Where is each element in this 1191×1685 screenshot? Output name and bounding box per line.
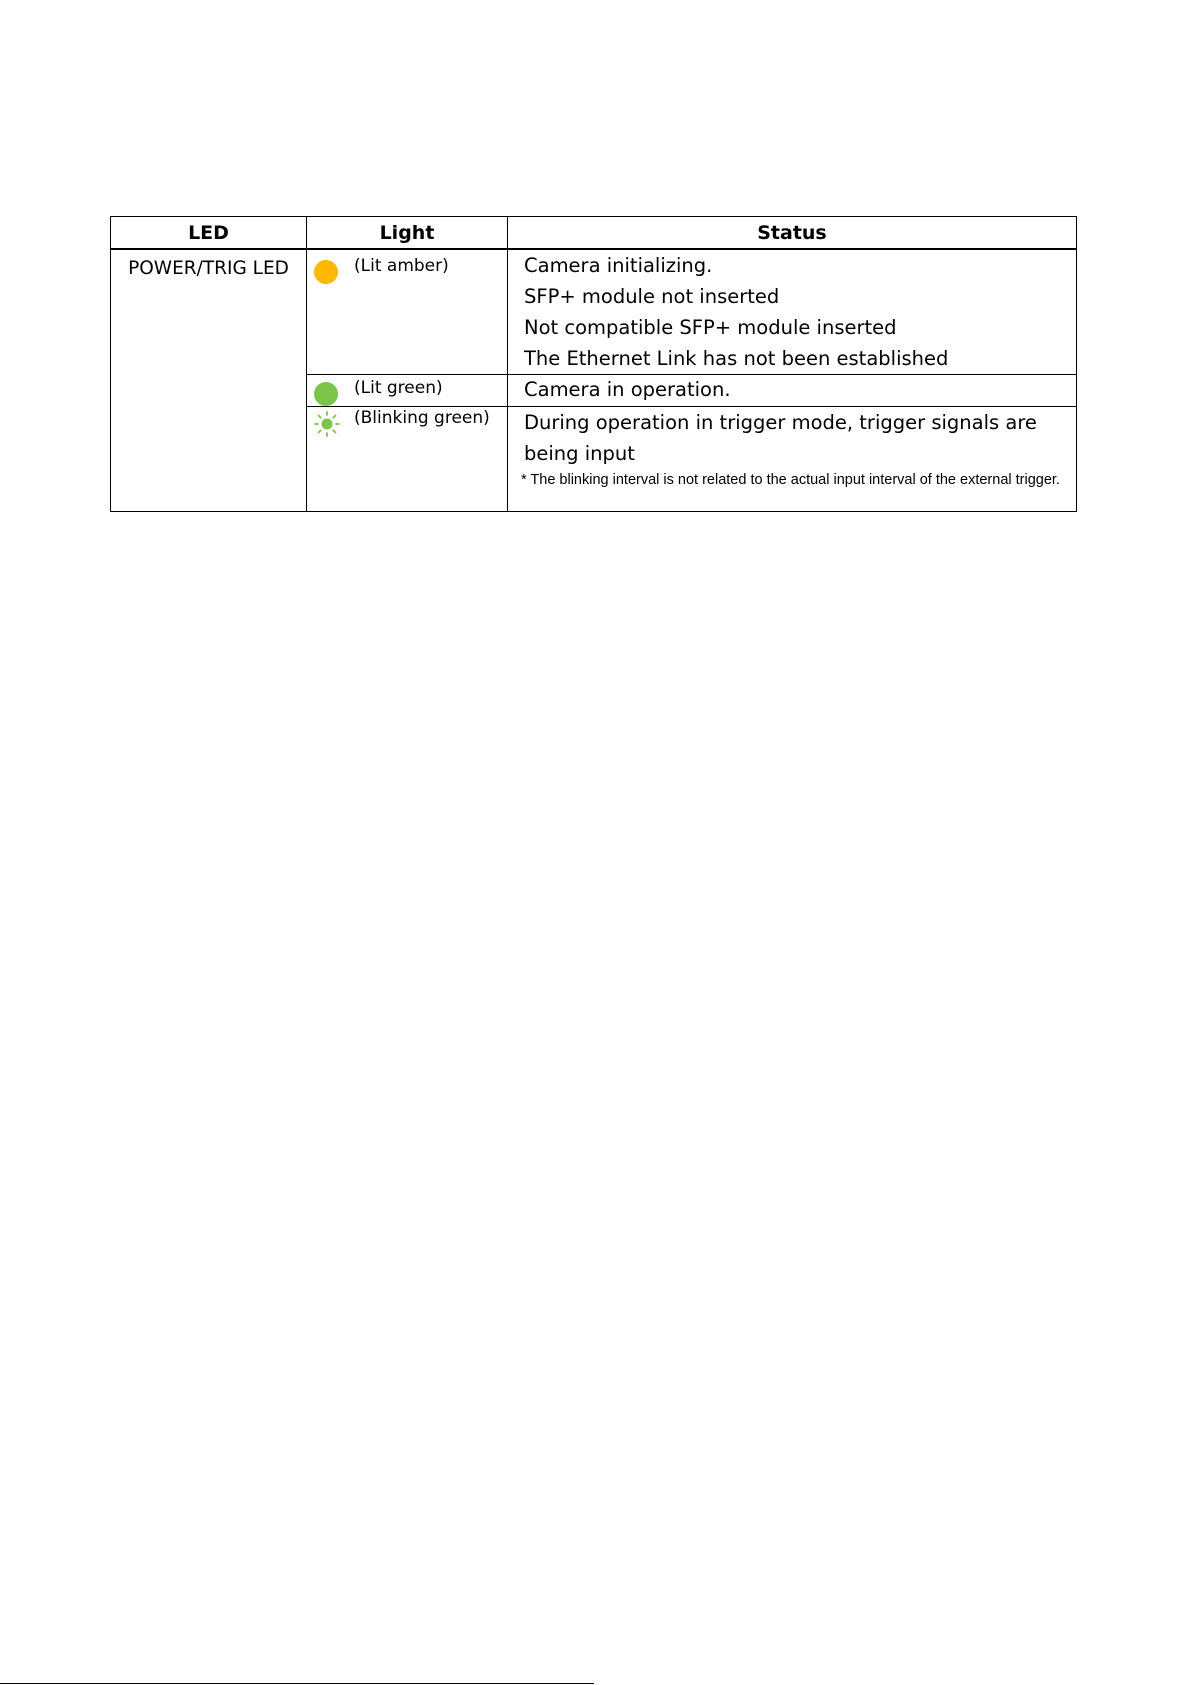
light-label: (Lit amber) <box>354 256 449 276</box>
amber-circle-icon <box>314 260 338 284</box>
status-line: During operation in trigger mode, trigger signals are <box>524 411 1037 434</box>
led-name-cell: POWER/TRIG LED <box>111 249 307 512</box>
header-status: Status <box>508 217 1077 250</box>
blinking-green-sun-icon <box>314 411 340 437</box>
light-cell <box>307 249 508 375</box>
header-row <box>111 217 1077 250</box>
footnote: * The blinking interval is not related to the actual input interval of the external trigger. <box>521 472 1060 488</box>
status-cell <box>508 407 1077 512</box>
light-cell <box>307 375 508 407</box>
status-line: The Ethernet Link has not been established <box>524 347 949 370</box>
light-label: (Lit green) <box>354 378 443 398</box>
status-line: being input <box>524 442 635 465</box>
green-circle-icon <box>314 382 338 406</box>
status-line: Camera in operation. <box>524 378 731 401</box>
footnote-divider <box>0 1683 594 1684</box>
header-led: LED <box>111 217 307 250</box>
status-cell <box>508 249 1077 375</box>
status-line: SFP+ module not inserted <box>524 285 780 308</box>
led-status-table <box>110 216 1077 512</box>
light-label: (Blinking green) <box>354 408 490 428</box>
status-cell <box>508 375 1077 407</box>
status-line: Camera initializing. <box>524 254 713 277</box>
header-light: Light <box>307 217 508 250</box>
light-cell <box>307 407 508 512</box>
status-line: Not compatible SFP+ module inserted <box>524 316 897 339</box>
table-row <box>111 249 1077 375</box>
